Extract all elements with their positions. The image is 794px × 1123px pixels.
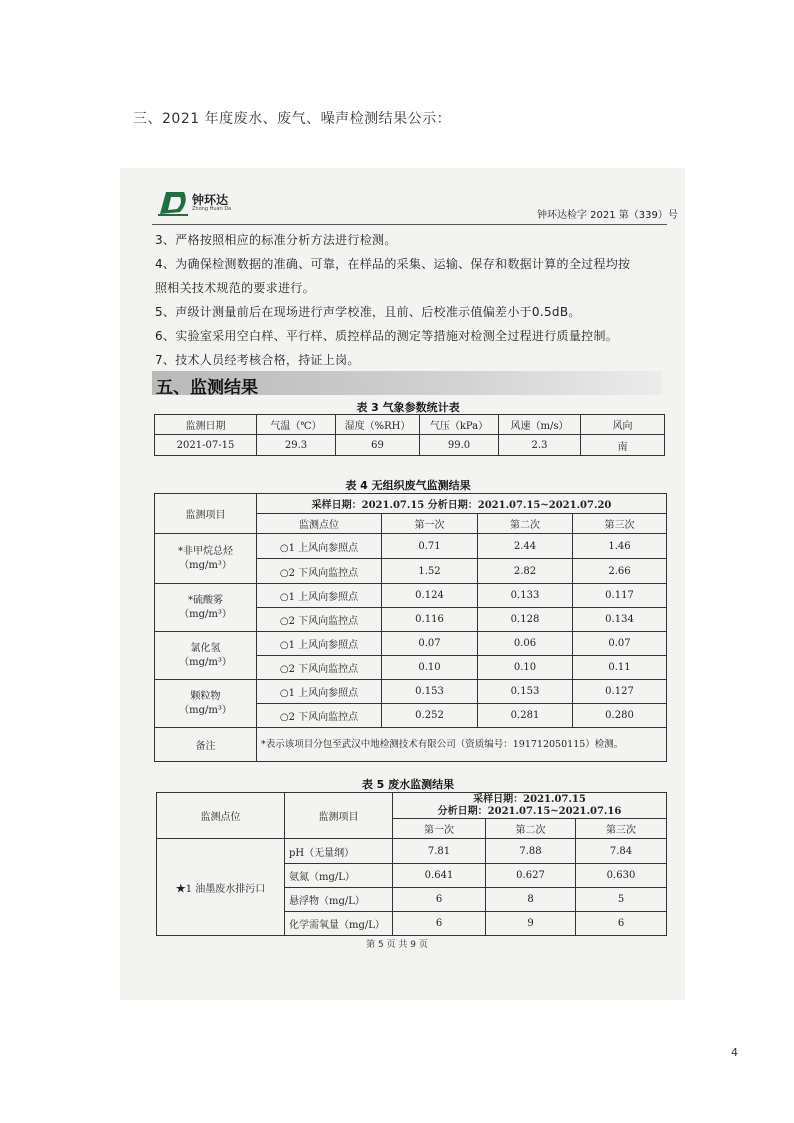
table5-col-header: 第一次: [393, 819, 486, 839]
sample-date: 采样日期：2021.07.15: [473, 793, 586, 805]
table4-cell: 0.11: [573, 656, 667, 680]
table4-cell: 2.44: [478, 534, 573, 559]
table3-header: 气压（kPa）: [420, 415, 499, 435]
table4-point: ○1 上风向参照点: [257, 584, 382, 608]
paragraph-7: 7、技术人员经考核合格，持证上岗。: [155, 353, 360, 367]
table4-cell: 1.46: [573, 534, 667, 559]
table4-cell: 0.153: [382, 680, 478, 704]
intro-heading: 三、2021 年度废水、废气、噪声检测结果公示：: [133, 111, 452, 127]
table5-cell: 6: [393, 912, 486, 936]
table4-cell: 0.153: [478, 680, 573, 704]
table4-cell: 0.10: [478, 656, 573, 680]
document-number: 钟环达检字 2021 第（339）号: [537, 210, 678, 221]
table4-point: ○1 上风向参照点: [257, 680, 382, 704]
table5-point: ★1 油墨废水排污口: [157, 839, 285, 936]
table4-exhaust: [154, 493, 667, 762]
section-title: 五、监测结果: [156, 378, 258, 398]
table5-cell: 9: [486, 912, 576, 936]
paragraph-3: 3、严格按照相应的标准分析方法进行检测。: [155, 233, 397, 247]
table4-item: [155, 632, 257, 680]
table4-point: ○2 下风向监控点: [257, 608, 382, 632]
table5-caption: 表 5 废水监测结果: [361, 778, 455, 791]
page-footer: 第 5 页 共 9 页: [366, 940, 428, 950]
table4-dates: 采样日期：2021.07.15 分析日期：2021.07.15~2021.07.20: [257, 494, 667, 514]
table3-cell: 99.0: [420, 435, 499, 456]
table4-item: [155, 584, 257, 632]
table4-cell: 0.116: [382, 608, 478, 632]
table4-col-header: 第一次: [382, 514, 478, 534]
table5-item: 悬浮物（mg/L）: [285, 888, 393, 912]
table3-header: 风速（m/s）: [499, 415, 581, 435]
paragraph-4-cont: 照相关技术规范的要求进行。: [155, 281, 315, 295]
table5-cell: 8: [486, 888, 576, 912]
brand-name-cn: 钟环达: [192, 193, 229, 207]
table3-cell: 南: [581, 435, 665, 456]
company-logo: [158, 190, 258, 220]
table4-point: ○2 下风向监控点: [257, 656, 382, 680]
table5-cell: 7.88: [486, 839, 576, 864]
item-unit: （mg/m³）: [179, 608, 232, 620]
table5-col-header: 第二次: [486, 819, 576, 839]
table4-caption: 表 4 无组织废气监测结果: [345, 479, 471, 492]
table5-item: 化学需氧量（mg/L）: [285, 912, 393, 936]
table4-point: ○1 上风向参照点: [257, 534, 382, 559]
item-name: *非甲烷总烃: [178, 545, 233, 557]
table3-header: 气温（℃）: [257, 415, 336, 435]
table5-point-header: 监测点位: [157, 793, 285, 839]
logo-mark-icon: [158, 190, 190, 216]
table4-item: [155, 680, 257, 728]
table4-point: ○2 下风向监控点: [257, 559, 382, 584]
table4-point: ○2 下风向监控点: [257, 704, 382, 728]
item-name: 氯化氢: [190, 642, 221, 654]
brand-name-en: Zhong Huan Da: [192, 206, 232, 212]
item-name: *硫酸雾: [188, 594, 223, 606]
table4-item: [155, 534, 257, 584]
table3-header: 监测日期: [155, 415, 257, 435]
table5-cell: 5: [576, 888, 667, 912]
table3-header: 风向: [581, 415, 665, 435]
table4-col-header: 第二次: [478, 514, 573, 534]
table4-point: ○1 上风向参照点: [257, 632, 382, 656]
paragraph-4: 4、为确保检测数据的准确、可靠，在样品的采集、运输、保存和数据计算的全过程均按: [155, 257, 631, 271]
header-divider: [152, 224, 667, 225]
table5-item: 氨氮（mg/L）: [285, 864, 393, 888]
table4-cell: 2.82: [478, 559, 573, 584]
item-unit: （mg/m³）: [179, 559, 232, 571]
table5-cell: 6: [393, 888, 486, 912]
table4-cell: 0.07: [573, 632, 667, 656]
table4-remark-label: 备注: [155, 728, 257, 762]
table5-cell: 0.627: [486, 864, 576, 888]
table4-cell: 2.66: [573, 559, 667, 584]
table4-cell: 0.10: [382, 656, 478, 680]
page-number: 4: [731, 1046, 738, 1059]
table5-col-header: 第三次: [576, 819, 667, 839]
table4-cell: 0.124: [382, 584, 478, 608]
table3-header: 湿度（%RH）: [336, 415, 420, 435]
table3-weather: [154, 414, 665, 456]
table4-col-header: 第三次: [573, 514, 667, 534]
table5-cell: 0.630: [576, 864, 667, 888]
table4-remark-text: *表示该项目分包至武汉中地检测技术有限公司（资质编号：191712050115）检测。: [257, 728, 667, 762]
table4-cell: 0.252: [382, 704, 478, 728]
table4-item-header: 监测项目: [155, 494, 257, 534]
item-unit: （mg/m³）: [179, 704, 232, 716]
table3-cell: 69: [336, 435, 420, 456]
table5-dates: [393, 793, 667, 819]
table4-cell: 0.281: [478, 704, 573, 728]
table5-cell: 7.81: [393, 839, 486, 864]
item-name: 颗粒物: [190, 690, 221, 702]
table4-cell: 0.71: [382, 534, 478, 559]
paragraph-6: 6、实验室采用空白样、平行样、质控样品的测定等措施对检测全过程进行质量控制。: [155, 329, 619, 343]
table4-cell: 0.06: [478, 632, 573, 656]
table3-caption: 表 3 气象参数统计表: [356, 401, 460, 414]
paragraph-5: 5、声级计测量前后在现场进行声学校准，且前、后校准示值偏差小于0.5dB。: [155, 305, 581, 319]
table3-cell: 29.3: [257, 435, 336, 456]
table4-cell: 0.134: [573, 608, 667, 632]
table5-wastewater: [156, 792, 667, 936]
table5-item: pH（无量纲）: [285, 839, 393, 864]
table5-cell: 7.84: [576, 839, 667, 864]
item-unit: （mg/m³）: [179, 656, 232, 668]
table4-cell: 0.127: [573, 680, 667, 704]
table4-cell: 0.117: [573, 584, 667, 608]
table4-cell: 0.128: [478, 608, 573, 632]
table4-col-header: 监测点位: [257, 514, 382, 534]
table5-item-header: 监测项目: [285, 793, 393, 839]
table3-cell: 2021-07-15: [155, 435, 257, 456]
table4-cell: 0.133: [478, 584, 573, 608]
table3-cell: 2.3: [499, 435, 581, 456]
table4-cell: 1.52: [382, 559, 478, 584]
analysis-date: 分析日期：2021.07.15~2021.07.16: [437, 805, 622, 817]
table4-cell: 0.280: [573, 704, 667, 728]
table4-cell: 0.07: [382, 632, 478, 656]
table5-cell: 6: [576, 912, 667, 936]
table5-cell: 0.641: [393, 864, 486, 888]
